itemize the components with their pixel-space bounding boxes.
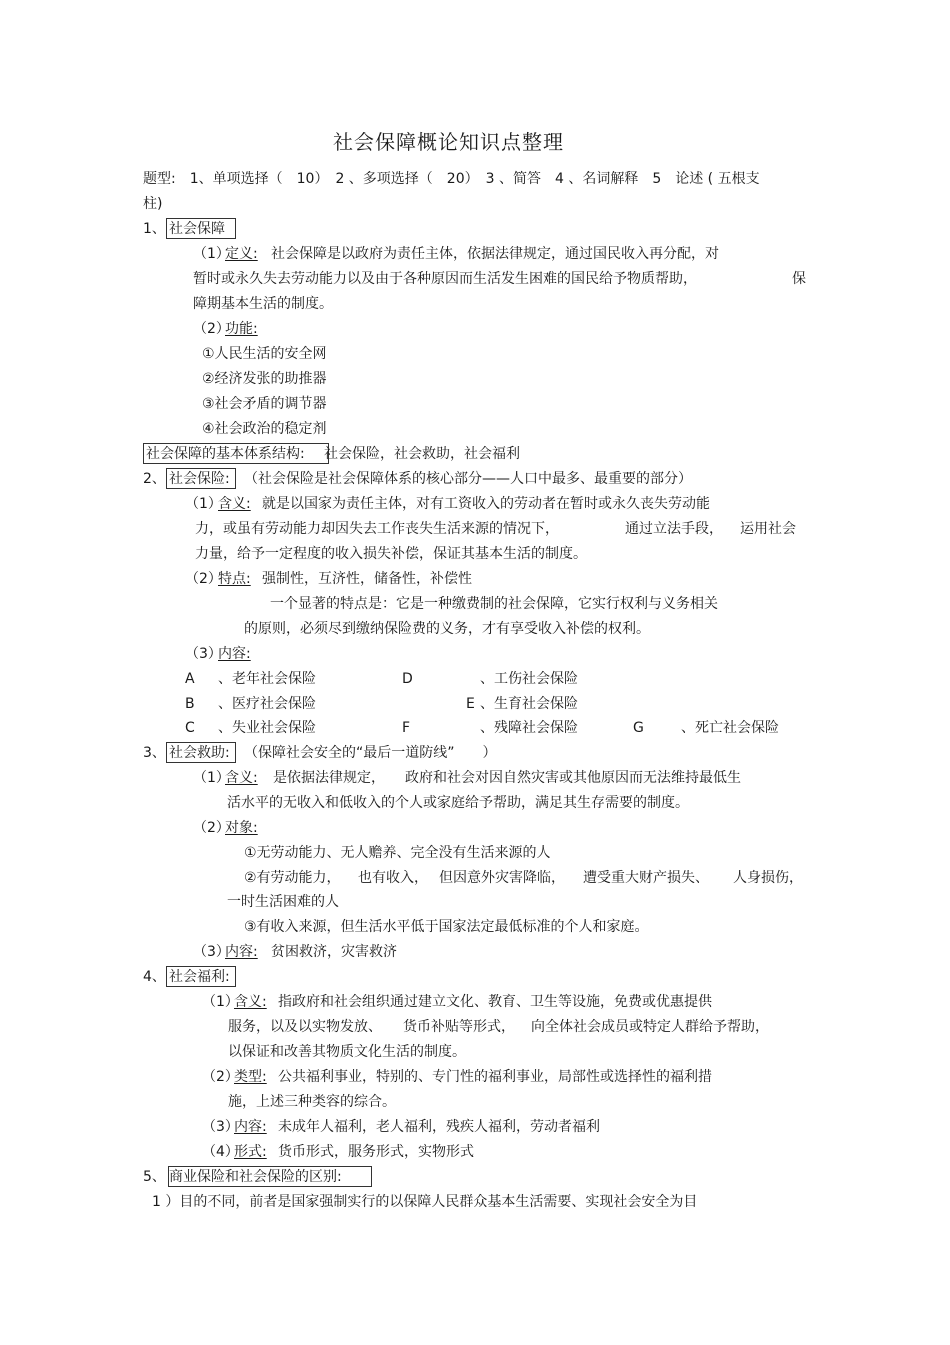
definition-text: 货币补贴等形式，	[403, 1019, 515, 1035]
list-item: 一时生活困难的人	[227, 894, 339, 910]
type-text: 施，上述三种类容的综合。	[228, 1094, 396, 1110]
item-label: （3）	[193, 944, 230, 960]
list-item: 也有收入，	[358, 870, 428, 886]
page-title: 社会保障概论知识点整理	[333, 130, 564, 154]
term-definition: 定义:	[225, 246, 258, 262]
list-item: 但因意外灾害降临，	[439, 870, 565, 886]
section-note: （保障社会安全的“最后一道防线” ）	[244, 745, 497, 761]
definition-text: 指政府和社会组织通过建立文化、教育、卫生等设施，免费或优惠提供	[278, 994, 712, 1010]
section-number: 1、	[143, 221, 166, 237]
definition-text: 暂时或永久失去劳动能力以及由于各种原因而生活发生困难的国民给予物质帮助，	[193, 271, 697, 287]
item-label: （3）	[185, 646, 222, 662]
term-meaning: 含义:	[234, 994, 267, 1010]
item-label: （1）	[193, 246, 230, 262]
content-text: 未成年人福利，老人福利，残疾人福利，劳动者福利	[278, 1119, 600, 1135]
list-item: 遭受重大财产损失、	[583, 870, 709, 886]
list-item: 、医疗社会保险	[218, 696, 316, 712]
section-number: 3、	[143, 745, 166, 761]
exam-types-line-cont: 柱)	[143, 196, 163, 212]
list-item: ③社会矛盾的调节器	[202, 396, 327, 412]
paragraph-text: 1 ）目的不同，前者是国家强制实行的以保障人民群众基本生活需要、实现社会安全为目	[152, 1194, 698, 1210]
list-item: ①无劳动能力、无人赡养、完全没有生活来源的人	[244, 845, 551, 861]
form-text: 货币形式，服务形式，实物形式	[278, 1144, 474, 1160]
term-meaning: 含义:	[225, 770, 258, 786]
section-number: 5、	[143, 1169, 166, 1185]
definition-text: 政府和社会对因自然灾害或其他原因而无法维持最低生	[405, 770, 741, 786]
section-heading: 社会保险:	[169, 471, 230, 487]
item-label: （3）	[202, 1119, 239, 1135]
content-text: 贫困救济，灾害救济	[271, 944, 397, 960]
definition-text: 活水平的无收入和低收入的个人或家庭给予帮助，满足其生存需要的制度。	[227, 795, 689, 811]
type-text: 公共福利事业，特别的、专门性的福利事业，局部性或选择性的福利措	[278, 1069, 712, 1085]
list-item: ②有劳动能力，	[244, 870, 341, 886]
definition-text: 向全体社会成员或特定人群给予帮助，	[531, 1019, 769, 1035]
list-item: ②经济发张的助推器	[202, 371, 327, 387]
list-item: 、死亡社会保险	[681, 720, 779, 736]
term-function: 功能:	[225, 321, 258, 337]
item-label: （2）	[193, 321, 230, 337]
definition-text: 社会保障是以政府为责任主体，依据法律规定，通过国民收入再分配，对	[271, 246, 719, 262]
list-item: 、生育社会保险	[480, 696, 578, 712]
definition-text: 服务，以及以实物发放、	[228, 1019, 382, 1035]
list-item: ①人民生活的安全网	[202, 346, 327, 362]
list-item: 、失业社会保险	[218, 720, 316, 736]
structure-heading: 社会保障的基本体系结构:	[146, 446, 305, 462]
definition-text: 通过立法手段，	[625, 521, 723, 537]
feature-text: 的原则，必须尽到缴纳保险费的义务，才有享受收入补偿的权利。	[244, 621, 650, 637]
term-type: 类型:	[234, 1069, 267, 1085]
term-content: 内容:	[234, 1119, 267, 1135]
term-form: 形式:	[234, 1144, 267, 1160]
definition-text: 是依据法律规定，	[273, 770, 385, 786]
definition-text: 力，或虽有劳动能力却因失去工作丧失生活来源的情况下，	[195, 521, 559, 537]
item-label: （1）	[202, 994, 239, 1010]
feature-text: 一个显著的特点是：它是一种缴费制的社会保障，它实行权利与义务相关	[270, 596, 718, 612]
definition-text: 保	[792, 271, 806, 287]
item-letter: C	[185, 720, 195, 736]
term-content: 内容:	[218, 646, 251, 662]
term-object: 对象:	[225, 820, 258, 836]
feature-text: 强制性，互济性，储备性，补偿性	[262, 571, 472, 587]
definition-text: 力量，给予一定程度的收入损失补偿，保证其基本生活的制度。	[195, 546, 587, 562]
list-item: 人身损伤，	[733, 870, 803, 886]
section-heading: 社会福利:	[169, 969, 230, 985]
item-letter: F	[402, 720, 411, 736]
list-item: 、工伤社会保险	[480, 671, 578, 687]
term-meaning: 含义:	[218, 496, 251, 512]
list-item: 、老年社会保险	[218, 671, 316, 687]
list-item: ④社会政治的稳定剂	[202, 421, 327, 437]
term-content: 内容:	[225, 944, 258, 960]
section-number: 2、	[143, 471, 166, 487]
exam-types-line: 题型: 1、单项选择（ 10） 2 、多项选择（ 20） 3 、简答 4 、名词解释 5 论述 ( 五根支	[143, 171, 760, 187]
item-letter: G	[633, 720, 644, 736]
item-letter: B	[185, 696, 195, 712]
item-letter: E	[466, 696, 475, 712]
section-heading: 社会保障	[169, 221, 225, 237]
definition-text: 障期基本生活的制度。	[193, 296, 333, 312]
term-feature: 特点:	[218, 571, 251, 587]
item-label: （1）	[185, 496, 222, 512]
definition-text: 就是以国家为责任主体，对有工资收入的劳动者在暂时或永久丧失劳动能	[262, 496, 710, 512]
item-label: （2）	[202, 1069, 239, 1085]
list-item: 、残障社会保险	[480, 720, 578, 736]
definition-text: 以保证和改善其物质文化生活的制度。	[228, 1044, 466, 1060]
section-heading: 社会救助:	[169, 745, 230, 761]
item-label: （2）	[185, 571, 222, 587]
structure-text: 社会保险，社会救助，社会福利	[324, 446, 520, 462]
item-label: （2）	[193, 820, 230, 836]
section-heading: 商业保险和社会保险的区别:	[169, 1169, 342, 1185]
section-number: 4、	[143, 969, 166, 985]
item-label: （4）	[202, 1144, 239, 1160]
item-letter: A	[185, 671, 195, 687]
section-note: （社会保险是社会保障体系的核心部分——人口中最多、最重要的部分）	[244, 471, 692, 487]
item-letter: D	[402, 671, 413, 687]
item-label: （1）	[193, 770, 230, 786]
list-item: ③有收入来源，但生活水平低于国家法定最低标准的个人和家庭。	[244, 919, 649, 935]
definition-text: 运用社会	[740, 521, 796, 537]
